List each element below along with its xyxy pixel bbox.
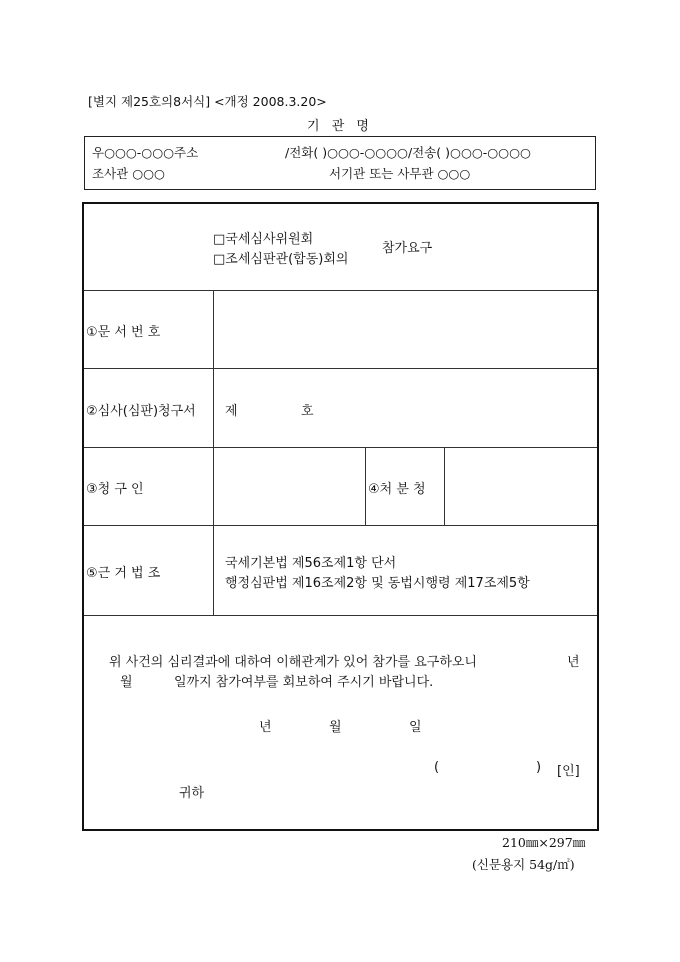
title-suffix: 참가요구 <box>382 241 433 256</box>
phone-fax-line: /전화( )○○○-○○○○/전송( )○○○-○○○○ <box>285 145 531 160</box>
seal-mark: [인] <box>557 764 580 779</box>
date-year: 년 <box>259 720 272 735</box>
title-option-tribunal: □조세심판관(합동)회의 <box>213 252 349 267</box>
recipient: 귀하 <box>179 786 205 801</box>
signer-close-paren: ) <box>536 760 542 775</box>
claim-label: ②심사(심판)청구서 <box>86 404 196 419</box>
body-text-line2: 일까지 참가여부를 회보하여 주시기 바랍니다. <box>174 675 434 690</box>
divider <box>84 447 597 448</box>
letterhead-box <box>84 136 596 190</box>
divider <box>84 525 597 526</box>
body-text-line1: 위 사건의 심리결과에 대하여 이해관계가 있어 참가를 요구하오니 <box>109 655 477 670</box>
agency-name: 기 관 명 <box>307 119 373 134</box>
title-option-committee: □국세심사위원회 <box>213 232 314 247</box>
legal-basis-line2: 행정심판법 제16조제2항 및 동법시행령 제17조제5항 <box>225 576 530 591</box>
paper-size: 210㎜×297㎜ <box>502 835 586 850</box>
legal-basis-label: ⑤근 거 법 조 <box>86 566 161 581</box>
divider <box>84 290 597 291</box>
column-divider <box>213 290 214 615</box>
body-month-blank: 월 <box>120 675 133 690</box>
divider <box>84 615 597 616</box>
investigator: 조사관 ○○○ <box>92 166 165 181</box>
date-month: 월 <box>329 720 342 735</box>
address-line: 우○○○-○○○주소 <box>92 145 199 160</box>
doc-number-label: ①문 서 번 호 <box>86 325 161 340</box>
column-divider <box>444 447 445 525</box>
claimant-label: ③청 구 인 <box>86 482 144 497</box>
column-divider <box>365 447 366 525</box>
divider <box>84 368 597 369</box>
paper-type: (신문용지 54g/㎡) <box>472 857 575 872</box>
disposing-agency-label: ④처 분 청 <box>368 482 426 497</box>
claim-suffix: 호 <box>301 404 314 419</box>
secretary: 서기관 또는 사무관 ○○○ <box>329 166 471 181</box>
body-year-blank: 년 <box>567 655 580 670</box>
claim-prefix: 제 <box>225 404 238 419</box>
legal-basis-line1: 국세기본법 제56조제1항 단서 <box>225 556 397 571</box>
signer-open-paren: ( <box>434 760 440 775</box>
date-day: 일 <box>409 720 422 735</box>
request-form <box>82 202 599 831</box>
form-reference: [별지 제25호의8서식] <개정 2008.3.20> <box>88 94 327 109</box>
